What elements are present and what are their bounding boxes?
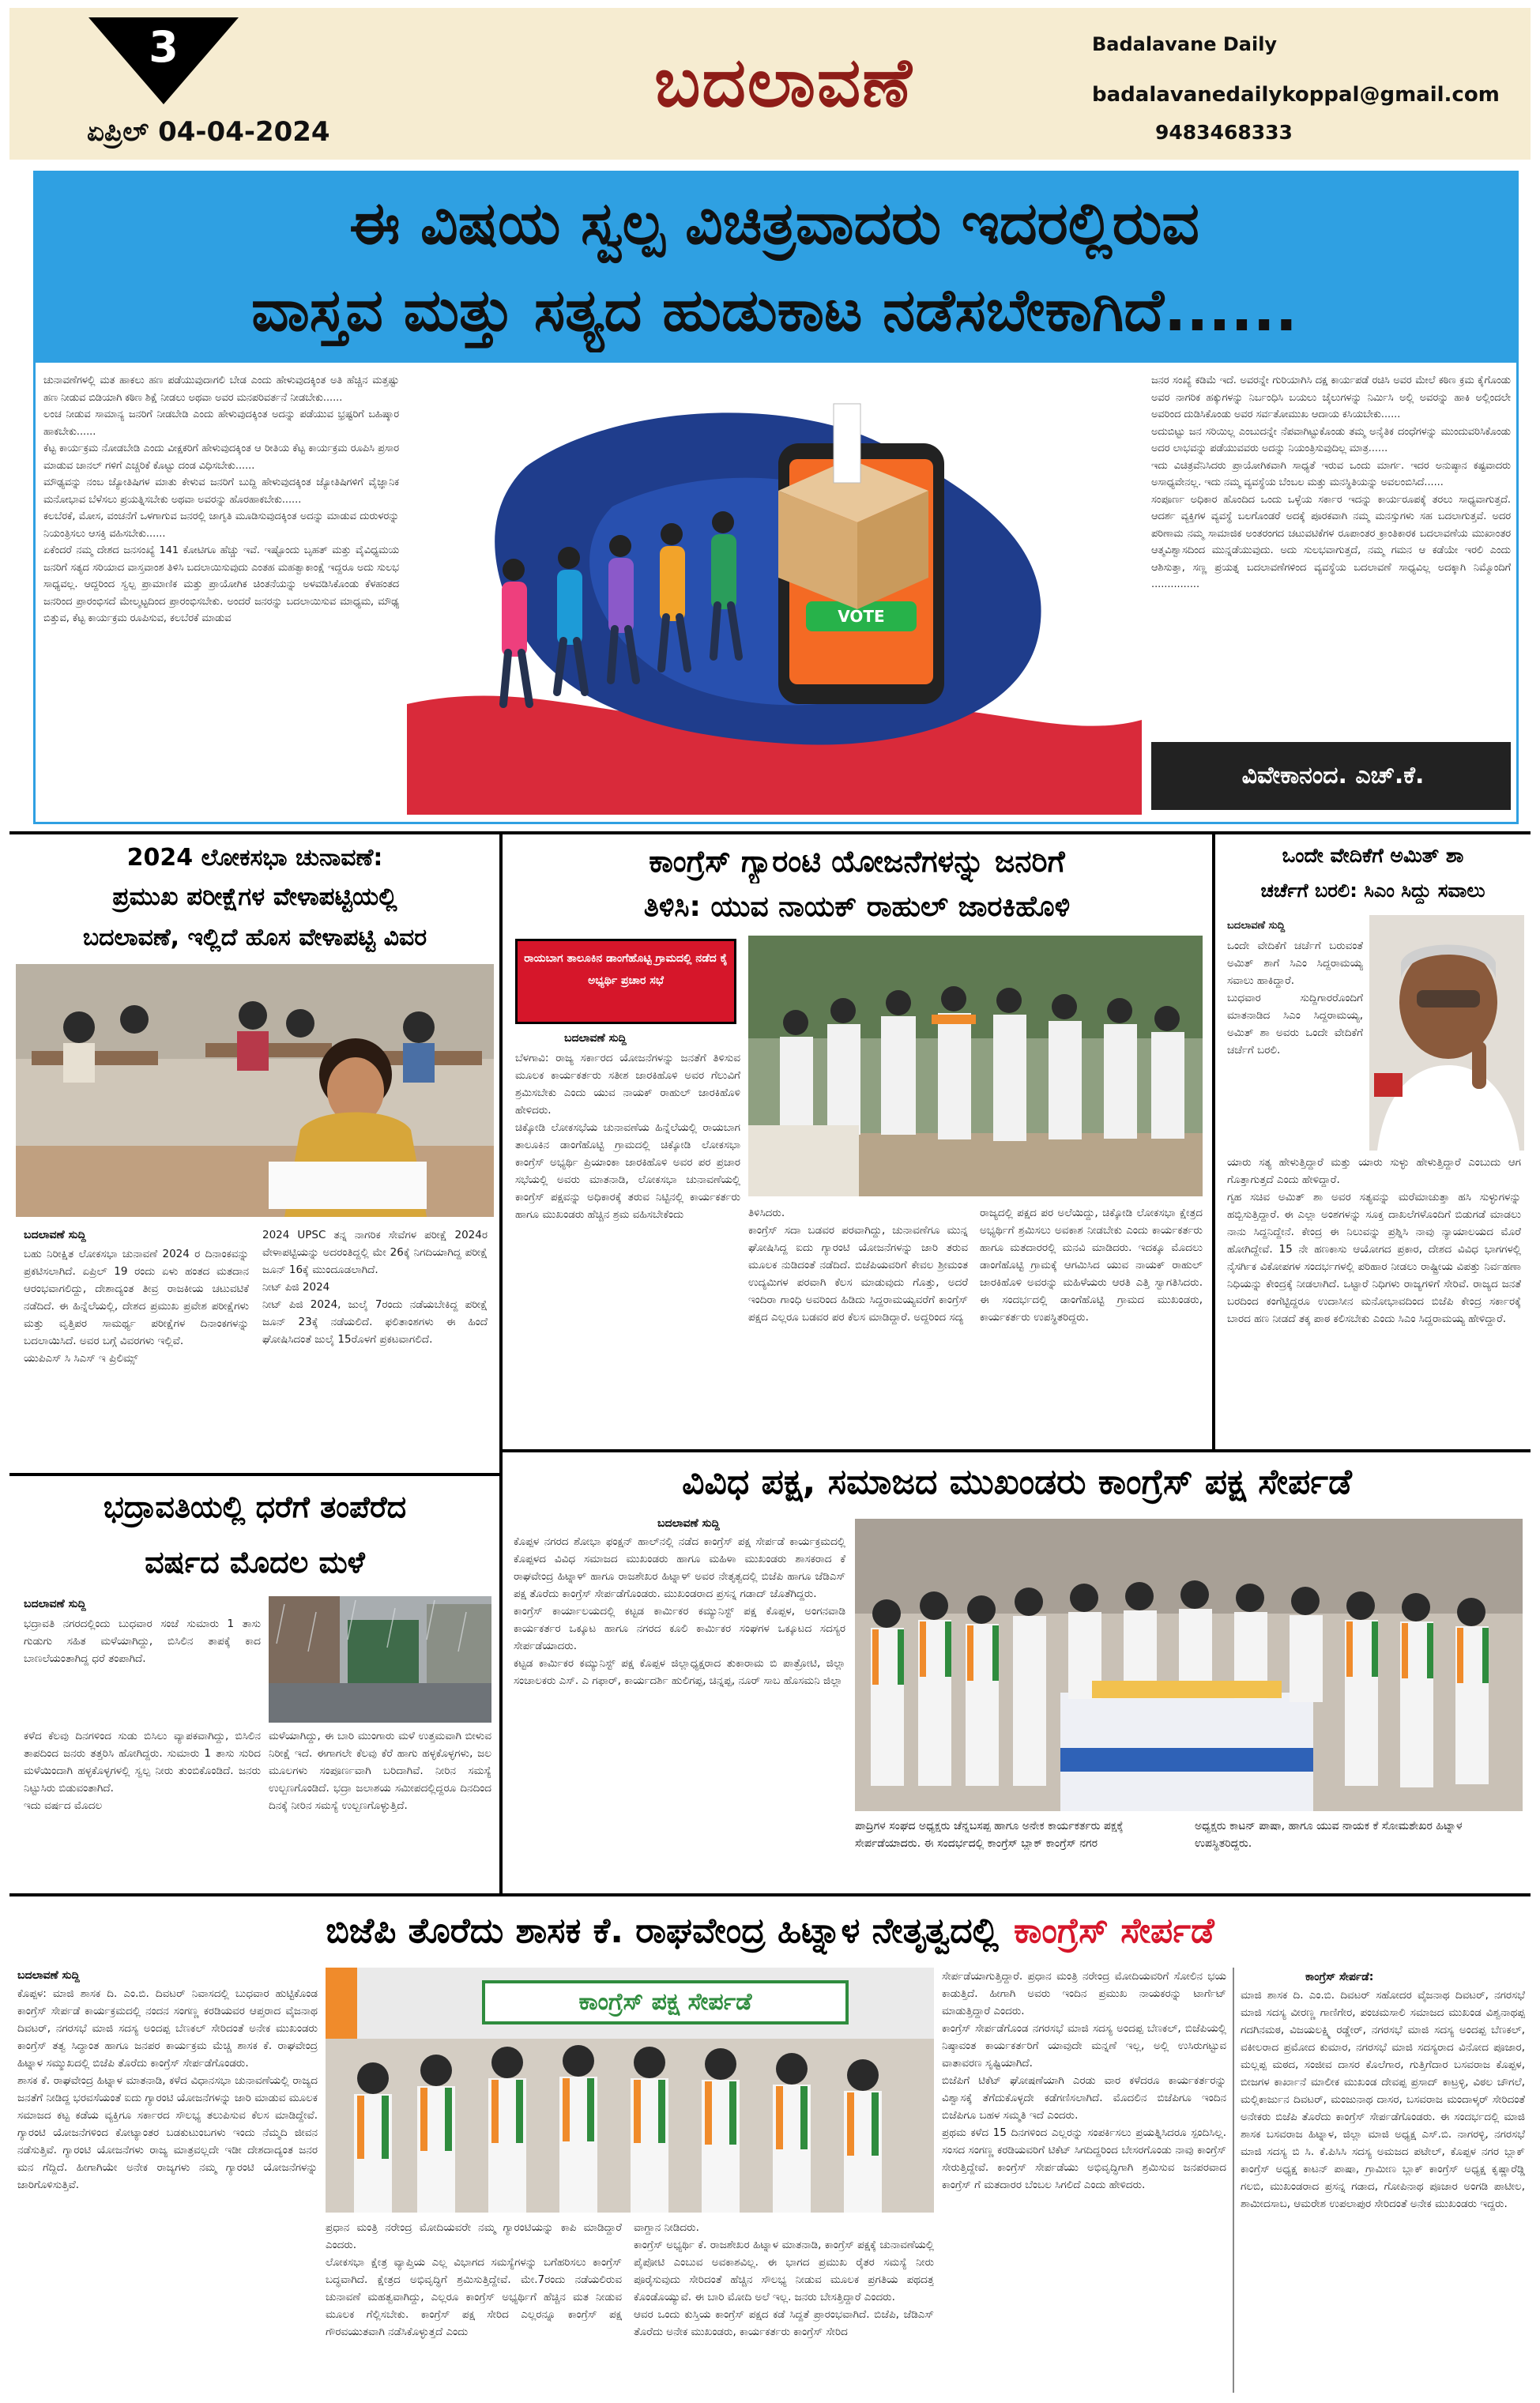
contact-phone: 9483468333 [1155,121,1293,144]
divider-col1-mid [9,1473,501,1476]
vote-illustration [407,372,1142,815]
exam-col1: ಬಹು ನಿರೀಕ್ಷಿತ ಲೋಕಸಭಾ ಚುನಾವಣೆ 2024 ರ ದಿನಾಂಕವನ್ನು ಪ್ರಕಟಿಸಲಾಗಿದೆ. ಏಪ್ರಿಲ್ 19 ರಂದು ಏಳು ಹಂತದ ಮತದಾನ ಆರಂಭವಾಗಲಿದ್ದು, ದೇಶಾದ್ಯಂತ ತೀವ್ರ ರಾಜಕೀಯ ಚಟುವಟಿಕೆ ನಡೆದಿದೆ. ಈ ಹಿನ್ನೆಲೆಯಲ್ಲಿ, ದೇಶದ ಪ್ರಮುಖ ಪ್ರವೇಶ ಪರೀಕ್ಷೆಗಳು ಮತ್ತು ವೃತ್ತಿಪರ ಸಾಮರ್ಥ್ಯ ಪರೀಕ್ಷೆಗಳ ದಿನಾಂಕಗಳನ್ನು ಬದಲಾಯಿಸಿದೆ. ಅವರ ಬಗ್ಗೆ ವಿವರಗಳು ಇಲ್ಲಿವೆ. ಯುಪಿಎಸ್ ಸಿ ಸಿಎಸ್ ಇ ಪ್ರಿಲಿಮ್ಸ್ [24,1248,249,1365]
join-text: ಕೊಪ್ಪಳ ನಗರದ ಶೋಭಾ ಫಂಕ್ಷನ್ ಹಾಲ್‌ನಲ್ಲಿ ನಡೆದ ಕಾಂಗ್ರೆಸ್ ಪಕ್ಷ ಸೇರ್ಪಡೆ ಕಾರ್ಯಕ್ರಮದಲ್ಲಿ ಕೊಪ್ಪಳದ ವಿವಿಧ ಸಮಾಜದ ಮುಖಂಡರು ಹಾಗೂ ಮಹಿಳಾ ಮುಖಂಡರು ಶಾಸಕರಾದ ಕೆ ರಾಘವೇಂದ್ರ ಹಿಟ್ನಾಳ್ ಹಾಗೂ ರಾಜಶೇಖರ ಹಿಟ್ನಾಳ್ ಅವರ ನೇತೃತ್ವದಲ್ಲಿ ಬಿಜೆಪಿ ಹಾಗೂ ಜೆಡಿಎಸ್ ಪಕ್ಷ ತೊರೆದು ಕಾಂಗ್ರೆಸ್ ಸೇರ್ಪಡೆಗೊಂಡರು. ಮುಖಂಡರಾದ ಪ್ರಸನ್ನ ಗಡಾದ್ ಜೊತೆಗಿದ್ದರು. ಕಾಂಗ್ರೆಸ್ ಕಾರ್ಯಾಲಯದಲ್ಲಿ ಕಟ್ಟಡ ಕಾರ್ಮಿಕರ ಕಮ್ಯುನಿಸ್ಟ್ ಪಕ್ಷ ಕೊಪ್ಪಳ, ಅಂಗನವಾಡಿ ಕಾರ್ಯಕರ್ತರ ಒಕ್ಕೂಟ ಹಾಗೂ ನಗರದ ಕೂಲಿ ಕಾರ್ಮಿಕರ ಸಂಘಗಳ ಒಕ್ಕೂಟದ ಸದಸ್ಯರ ಸೇರ್ಪಡೆಯಾದರು. ಕಟ್ಟಡ ಕಾರ್ಮಿಕರ ಕಮ್ಯುನಿಸ್ಟ್ ಪಕ್ಷ ಕೊಪ್ಪಳ ಜಿಲ್ಲಾಧ್ಯಕ್ಷರಾದ ತುಕಾರಾಮ ಬಿ ಪಾತ್ರೋಟಿ, ಜಿಲ್ಲಾ ಸಂಚಾಲಕರು ಎಸ್. ಎ ಗಫಾರ್, ಕಾರ್ಯದರ್ಶಿ ಹುಲಿಗಪ್ಪ, ಚಿನ್ನಪ್ಪ, ನೂರ್ ಸಾಬ ಹೊಸಮನಿ ಜಿಲ್ಲಾ [514,1535,845,1687]
lead-author-bar [1151,742,1511,810]
vote-button-label: VOTE [838,607,885,626]
bjp-col4: ಸೇರ್ಪಡೆಯಾಗುತ್ತಿದ್ದಾರೆ. ಪ್ರಧಾನ ಮಂತ್ರಿ ನರೇಂದ್ರ ಮೋದಿಯವರಿಗೆ ಸೋಲಿನ ಭಯ ಕಾಡುತ್ತಿದೆ. ಹೀಗಾಗಿ ಅವರು ಇಂದಿನ ಪ್ರಮುಖ ನಾಯಕರನ್ನು ಟಾರ್ಗೆಟ್ ಮಾಡುತ್ತಿದ್ದಾರೆ ಎಂದರು. ಕಾಂಗ್ರೆಸ್ ಸೇರ್ಪಡೆಗೊಂಡ ನಗರಸಭೆ ಮಾಜಿ ಸದಸ್ಯ ಅಂದಪ್ಪ ಬೆಣಕಲ್, ಬಿಜೆಪಿಯಲ್ಲಿ ನಿಷ್ಠಾವಂತ ಕಾರ್ಯಕರ್ತರಿಗೆ ಯಾವುದೇ ಮನ್ನಣೆ ಇಲ್ಲ, ಅಲ್ಲಿ ಉಸಿರುಗಟ್ಟುವ ವಾತಾವರಣ ಸೃಷ್ಟಿಯಾಗಿದೆ. ಬಿಜೆಪಿಗೆ ಟಿಕೆಟ್ ಘೋಷಣೆಯಾಗಿ ಎರಡು ವಾರ ಕಳೆದರೂ ಕಾರ್ಯಕರ್ತರನ್ನು ವಿಶ್ವಾಸಕ್ಕೆ ತೆಗೆದುಕೊಳ್ಳದೇ ಕಡೆಗಣಿಸಲಾಗಿದೆ. ಮೊದಲಿನ ಬಿಜೆಪಿಗೂ ಇಂದಿನ ಬಿಜೆಪಿಗೂ ಬಹಳ ಸಮ್ಮತಿ ಇದೆ ಎಂದರು. ಪ್ರಥಮ ಕಳೆದ 15 ದಿನಗಳಿಂದ ಎಲ್ಲರನ್ನು ಸಂಪರ್ಕಿಸಲು ಪ್ರಯತ್ನಿಸಿದರೂ ಸ್ಪಂದಿಸಿಲ್ಲ. ಸಂಸದ ಸಂಗಣ್ಣ ಕರಡಿಯವರಿಗೆ ಟಿಕೆಟ್ ಸಿಗದಿದ್ದರಿಂದ ಬೇಸರಗೊಂಡು ನಾವು ಕಾಂಗ್ರೆಸ್ ಸೇರುತ್ತಿದ್ದೇವೆ. ಕಾಂಗ್ರೆಸ್ ಸೇರ್ಪಡೆಯು ಅಭಿವೃದ್ಧಿಗಾಗಿ ಶ್ರಮಿಸುವ ಜನಪರವಾದ ಕಾಂಗ್ರೆಸ್ ಗೆ ಮತದಾರರ ಬೆಂಬಲ ಸಿಗಲಿದೆ ಎಂದು ಹೇಳಿದರು. [942,1970,1226,2191]
bjp-headline-black: ಬಿಜೆಪಿ ತೊರೆದು ಶಾಸಕ ಕೆ. ರಾಘವೇಂದ್ರ ಹಿಟ್ನಾಳ ನೇತೃತ್ವದಲ್ಲಿ [326,1911,999,1951]
guarantee-photo [748,936,1203,1196]
rain-headline-line1: ಭದ್ರಾವತಿಯಲ್ಲಿ ಧರೆಗೆ ತಂಪೆರೆದ [103,1490,407,1524]
bjp-col-divider [1233,1968,1234,2393]
guarantee-col2: ತಿಳಿಸಿದರು. ಕಾಂಗ್ರೆಸ್ ಸದಾ ಬಡವರ ಪರವಾಗಿದ್ದು, ಚುನಾವಣೆಗೂ ಮುನ್ನ ಘೋಷಿಸಿದ್ದ ಐದು ಗ್ಯಾರಂಟಿ ಯೋಜನೆಗಳನ್ನು ಜಾರಿ ತರುವ ಮೂಲಕ ನುಡಿದಂತೆ ನಡೆದಿದೆ. ಬಿಜೆಪಿಯವರಿಗೆ ಕೇವಲ ಶ್ರೀಮಂತ ಉದ್ಯಮಿಗಳ ಪರವಾಗಿ ಕೆಲಸ ಮಾಡುವುದು ಗೊತ್ತು, ಅದರೆ ಇಂದಿರಾ ಗಾಂಧಿ ಅವರಿಂದ ಹಿಡಿದು ಸಿದ್ದರಾಮಯ್ಯವರೆಗೆ ಕಾಂಗ್ರೆಸ್ ಪಕ್ಷದ ಎಲ್ಲರೂ ಬಡವರ ಪರ ಕೆಲಸ ಮಾಡಿದ್ದಾರೆ. ಅದ್ದರಿಂದ ಸದ್ಯ [748,1207,968,1324]
rain-street-photo [269,1596,491,1723]
divider-col1 [499,834,503,1893]
guarantee-story [507,839,1207,1444]
bjp-story [9,1898,1531,2396]
exam-col2: 2024 UPSC ತನ್ನ ನಾಗರಿಕ ಸೇವೆಗಳ ಪರೀಕ್ಷೆ 2024ರ ವೇಳಾಪಟ್ಟಿಯನ್ನು ಅದರಂತಿದ್ದಲ್ಲಿ ಮೇ 26ಕ್ಕೆ ನಿಗದಿಯಾಗಿದ್ದ ಪರೀಕ್ಷೆ ಜೂನ್ 16ಕ್ಕೆ ಮುಂದೂಡಲಾಗಿದೆ. ನೀಟ್ ಪಿಜಿ 2024 ನೀಟ್ ಪಿಜಿ 2024, ಜುಲೈ 7ರಂದು ನಡೆಯಬೇಕಿದ್ದ ಪರೀಕ್ಷೆ ಜೂನ್ 23ಕ್ಕೆ ನಡೆಯಲಿದೆ. ಫಲಿತಾಂಶಗಳು ಈ ಹಿಂದೆ ಘೋಷಿಸಿದಂತೆ ಜುಲೈ 15ರೊಳಗೆ ಪ್ರಕಟವಾಗಲಿದೆ. [262,1229,488,1346]
lead-right-text: ಜನರ ಸಂಖ್ಯೆ ಕಡಿಮೆ ಇದೆ. ಅವರನ್ನೇ ಗುರಿಯಾಗಿಸಿ ದಕ್ಷ ಕಾರ್ಯಪಡೆ ರಚಿಸಿ ಅವರ ಮೇಲೆ ಕಠಿಣ ಕ್ರಮ ಕೈಗೊಂಡು ಅವರ ನಾಗರಿಕ ಹಕ್ಕುಗಳನ್ನು ನಿರ್ಬಂಧಿಸಿ ಬಯಲು ಜೈಲುಗಳನ್ನು ನಿರ್ಮಿಸಿ ಅಲ್ಲಿ ಅವರನ್ನು ಹಾಕಿ ಅಲ್ಲಿಂದಲೇ ಅವರಿಂದ ದುಡಿಸಿಕೊಂಡು ಅವರ ಸರ್ವತೋಮುಖ ಆದಾಯ ಕಸಿಯಬೇಕು...... ಅದುಬಿಟ್ಟು ಜನ ಸರಿಯಿಲ್ಲ ಎಂಬುದನ್ನೇ ನೆಪವಾಗಿಟ್ಟುಕೊಂಡು ತಮ್ಮ ಅನೈತಿಕ ದಂಧೆಗಳನ್ನು ಮುಂದುವರಿಸಿಕೊಂಡು ಅದರ ಲಾಭವನ್ನು ಪಡೆಯುವವರು ಅದನ್ನು ನಿಯಂತ್ರಿಸುವುದಿಲ್ಲ ಮಾತ್ರ...... ಇದು ವಿಚಿತ್ರವೆನಿಸಿದರು ಪ್ರಾಯೋಗಿಕವಾಗಿ ಸಾಧ್ಯತೆ ಇರುವ ಒಂದು ಮಾರ್ಗ. ಇದರ ಅನುಷ್ಠಾನ ಕಷ್ಟವಾದರು ಅಸಾಧ್ಯವೇನಲ್ಲ. ಇದು ನಮ್ಮ ವ್ಯವಸ್ಥೆಯ ಬೆಂಬಲ ಮತ್ತು ಮನಸ್ಥಿತಿಯನ್ನು ಅವಲಂಬಿಸಿದೆ...... ಸಂಪೂರ್ಣ ಅಧಿಕಾರ ಹೊಂದಿದ ಒಂದು ಒಳ್ಳೆಯ ಸರ್ಕಾರ ಇದನ್ನು ಕಾರ್ಯರೂಪಕ್ಕೆ ತರಲು ಸಾಧ್ಯವಾಗುತ್ತದೆ. ಆದರ್ಶ ವ್ಯಕ್ತಿಗಳ ವ್ಯವಸ್ಥೆ ಬಲಗೊಂಡರೆ ಅದಕ್ಕೆ ಪೂರಕವಾಗಿ ನಮ್ಮ ಮನಸ್ಸುಗಳು ಸಹ ಬದಲಾಗುತ್ತವೆ. ಅದರ ಪರಿಣಾಮ ನಮ್ಮ ಸಾಮಾಜಿಕ ಅಂತರಂಗದ ಚಟುವಟಿಕೆಗಳ ರೂಪಾಂತರ ಕ್ರಾಂತಿಕಾರಕ ಬದಲಾವಣೆಯ ಮುಖಾಂತರ ಆತ್ಮವಿಶ್ವಾಸದಿಂದ ಮುನ್ನಡೆಯುವುದು. ಅದು ಸುಲಭವಾಗುತ್ತದೆ, ನಮ್ಮ ಗಮನ ಆ ಕಡೆಯೇ ಇರಲಿ ಎಂದು ಆಶಿಸುತ್ತಾ, ಸಣ್ಣ ಪ್ರಯತ್ನ ಬದಲಾವಣೆಗಳಿಂದ ವ್ಯವಸ್ಥೆಯ ಬದಲಾವಣೆ ಸಾಧ್ಯವಿಲ್ಲ ಅದಕ್ಕಾಗಿ ನಿಮ್ಮೊಂದಿಗೆ ............... [1151,375,1511,590]
bjp-col3: ವಾಗ್ದಾನ ನೀಡಿದರು. ಕಾಂಗ್ರೆಸ್ ಅಭ್ಯರ್ಥಿ ಕೆ. ರಾಜಶೇಖರ ಹಿಟ್ನಾಳ ಮಾತನಾಡಿ, ಕಾಂಗ್ರೆಸ್ ಪಕ್ಷಕ್ಕೆ ಚುನಾವಣೆಯಲ್ಲಿ ಪೈಪೋಟಿ ಎಂಬುವ ಅವಕಾಶವಿಲ್ಲ. ಈ ಭಾಗದ ಪ್ರಮುಖ ರೈತರ ಸಮಸ್ಯೆ ನೀರು ಪೂರೈಸುವುದು ಸೇರಿದಂತೆ ಹೆಚ್ಚಿನ ಸೌಲಭ್ಯ ನೀಡುವ ಮೂಲಕ ಪ್ರಗತಿಯ ಪಥದತ್ತ ಕೊಂಡೊಯ್ಯುವೆ. ಈ ಬಾರಿ ಮೋದಿ ಅಲೆ ಇಲ್ಲ. ಜನರು ಬೇಸತ್ತಿದ್ದಾರೆ ಎಂದರು. ಆವರ ಒಂದು ಕುಸ್ತಿಯ ಕಾಂಗ್ರೆಸ್ ಪಕ್ಷದ ಕಡೆ ಸಿದ್ದತೆ ಪ್ರಾರಂಭವಾಗಿದೆ. ಬಿಜೆಪಿ, ಜೆಡಿಎಸ್ ತೊರೆದು ಅನೇಕ ಮುಖಂಡರು, ಕಾರ್ಯಕರ್ತರು ಕಾಂಗ್ರೆಸ್ ಸೇರಿದ [634,2221,934,2338]
exam-story [16,839,494,1467]
bjp-col5: ಮಾಜಿ ಶಾಸಕ ದಿ. ಎಂ.ಬಿ. ದಿವಟರ್ ಸಹೋದರ ವೈಜನಾಥ ದಿವಟರ್, ನಗರಸಭೆ ಮಾಜಿ ಸದಸ್ಯ ವೀರಣ್ಣ ಗಾಣಿಗೇರ, ಪಂಚಮಸಾಲಿ ಸಮಾಜದ ಮುಖಂಡ ವಿಶ್ವನಾಥಪ್ಪ ಗದಗಿನಮಠ, ವಿಜಯಲಕ್ಷ್ಮಿ ರಡ್ಡೇರ್, ನಗರಸಭೆ ಮಾಜಿ ಸದಸ್ಯ ಅಂದಪ್ಪ ಬೆಣಕಲ್, ವಕೀಲರಾದ ಪ್ರಮೋದ ಕುಮಾರ, ನಗರಸಭೆ ಮಾಜಿ ಸದಸ್ಯರಾದ ವಿನೋದ ಪೂಜಾರ, ಮಲ್ಲಪ್ಪ ಮಠದ, ಸಂಜೀವ ದಾಸರ ಕೊಲೆಗಾರ, ಗುತ್ತಿಗೆದಾರ ಬಸವರಾಜ ಕೊಪ್ಪಳ, ಬೀಜಗಳ ಕಾರ್ಖಾನೆ ಮಾಲೀಕ ಮುಖಂಡ ದೇವಪ್ಪ ಪ್ರಸಾದ್ ಕಾಟ್ರಳ್ಳಿ, ವಿಠಲ ಚೌಗಲೆ, ಮಲ್ಲಿಕಾರ್ಜುನ ದಿವಟರ್, ಮಂಜುನಾಥ ದಾಸರ, ಬಸವರಾಜ ಮಂದಾಳ್ಕರ್ ಸೇರಿದಂತೆ ಅನೇಕರು ಬಿಜೆಪಿ ತೊರೆದು ಕಾಂಗ್ರೆಸ್ ಸೇರ್ಪಡೆಗೊಂಡರು. ಈ ಸಂದರ್ಭದಲ್ಲಿ ಮಾಜಿ ಶಾಸಕ ಬಸವರಾಜ ಹಿಟ್ನಾಳ, ಜಿಲ್ಲಾ ಮಾಜಿ ಅಧ್ಯಕ್ಷ ಎಸ್.ಬಿ. ನಾಗರಳ್ಳಿ, ನಗರಸಭೆ ಮಾಜಿ ಸದಸ್ಯ ಬಿ ಸಿ. ಕೆ.ಪಿಸಿಸಿ ಸದಸ್ಯ ಅಮಜದ ಪಟೇಲ್, ಕೊಪ್ಪಳ ನಗರ ಬ್ಲಾಕ್ ಕಾಂಗ್ರೆಸ್ ಅಧ್ಯಕ್ಷ ಕಾಟನ್ ಪಾಷಾ, ಗ್ರಾಮೀಣ ಬ್ಲಾಕ್ ಕಾಂಗ್ರೆಸ್ ಅಧ್ಯಕ್ಷ ಕೃಷ್ಣಾರೆಡ್ಡಿ ಗಲಬಿ, ಮುಖಂಡರಾದ ಪ್ರಸನ್ನ ಗಡಾದ, ಗೋಪಿನಾಥ ಪೂಜಾರ ಅಂಗಡಿ ಪಾಟೀಲ, ಶಾಮೀದಸಾಬ, ಆಮರೇಶ ಉಪಲಾಪುರ ಸೇರಿದಂತೆ ಅನೇಕ ಮುಖಂಡರು ಇದ್ದರು. [1241,1989,1525,2210]
lead-headline-line2: ವಾಸ್ತವ ಮತ್ತು ಸತ್ಯದ ಹುಡುಕಾಟ ನಡೆಸಬೇಕಾಗಿದೆ...... [251,277,1297,345]
guarantee-byline: ಬದಲಾವಣೆ ಸುದ್ದಿ [564,1032,627,1045]
page-number: 3 [149,22,179,72]
join-group-photo [855,1519,1523,1811]
exam-byline: ಬದಲಾವಣೆ ಸುದ್ದಿ [24,1229,86,1241]
bjp-byline: ಬದಲಾವಣೆ ಸುದ್ದಿ [17,1969,80,1982]
join-caption-right: ಅಧ್ಯಕ್ಷರು ಕಾಟನ್ ಪಾಷಾ, ಹಾಗೂ ಯುವ ನಾಯಕ ಕೆ ಸೋಮಶೇಖರ ಹಿಟ್ನಾಳ ಉಪಸ್ಥಿತರಿದ್ದರು. [1195,1820,1463,1850]
rain-story [16,1481,494,1888]
lead-author: ವಿವೇಕಾನಂದ. ಎಚ್.ಕೆ. [1241,762,1425,789]
bjp-col2: ಪ್ರಧಾನ ಮಂತ್ರಿ ನರೇಂದ್ರ ಮೋದಿಯವರೇ ನಮ್ಮ ಗ್ಯಾರಂಟಿಯನ್ನು ಕಾಪಿ ಮಾಡಿದ್ದಾರೆ ಎಂದರು. ಲೋಕಸಭಾ ಕ್ಷೇತ್ರ ವ್ಯಾಪ್ತಿಯ ಎಲ್ಲ ವಿಭಾಗದ ಸಮಸ್ಯೆಗಳನ್ನು ಬಗೆಹರಿಸಲು ಕಾಂಗ್ರೆಸ್ ಬದ್ಧವಾಗಿದೆ. ಕ್ಷೇತ್ರದ ಅಭಿವೃದ್ಧಿಗೆ ಶ್ರಮಿಸುತ್ತಿದ್ದೇವೆ. ಮೇ.7ರಂದು ನಡೆಯಲಿರುವ ಚುನಾವಣೆ ಮಹತ್ವವಾಗಿದ್ದು, ಎಲ್ಲರೂ ಕಾಂಗ್ರೆಸ್ ಅಭ್ಯರ್ಥಿಗೆ ಹೆಚ್ಚಿನ ಮತ ನೀಡುವ ಮೂಲಕ ಗೆಲ್ಲಿಸಬೇಕು. ಕಾಂಗ್ರೆಸ್ ಪಕ್ಷ ಸೇರಿದ ಎಲ್ಲರನ್ನೂ ಕಾಂಗ್ರೆಸ್ ಪಕ್ಷ ಗೌರವಯುತವಾಗಿ ನಡೆಸಿಕೊಳ್ಳುತ್ತದೆ ಎಂದು [326,2221,622,2338]
rain-headline-line2: ವರ್ಷದ ಮೊದಲ ಮಳೆ [145,1545,365,1580]
bjp-col5-title: ಕಾಂಗ್ರೆಸ್ ಸೇರ್ಪಡೆ: [1305,1971,1374,1983]
newspaper-title: ಬದಲಾವಣೆ [654,43,913,122]
rain-byline: ಬದಲಾವಣೆ ಸುದ್ದಿ [24,1598,86,1610]
amit-story [1221,839,1525,1444]
rain-top-text: ಭದ್ರಾವತಿ ನಗರದಲ್ಲಿಂದು ಬುಧವಾರ ಸಂಜೆ ಸುಮಾರು 1 ತಾಸು ಗುಡುಗು ಸಹಿತ ಮಳೆಯಾಗಿದ್ದು, ಬಿಸಿಲಿನ ತಾಪಕ್ಕೆ ಕಾದ ಬಾಣಲೆಯಂತಾಗಿದ್ದ ಧರೆ ತಂಪಾಗಿದೆ. [24,1618,261,1665]
join-caption-left: ಪಾದ್ರಿಗಳ ಸಂಘದ ಅಧ್ಯಕ್ಷರು ಚೆನ್ನಬಸಪ್ಪ ಹಾಗೂ ಅನೇಕ ಕಾರ್ಯಕರ್ತರು ಪಕ್ಷಕ್ಕೆ ಸೇರ್ಪಡೆಯಾದರು. ಈ ಸಂದರ್ಭದಲ್ಲಿ ಕಾಂಗ್ರೆಸ್ ಬ್ಲಾಕ್ ಕಾಂಗ್ರೆಸ್ ನಗರ [855,1820,1124,1850]
exam-headline-line2: ಪ್ರಮುಖ ಪರೀಕ್ಷೆಗಳ ವೇಳಾಪಟ್ಟಿಯಲ್ಲಿ [112,883,397,911]
guarantee-red-box-text: ರಾಯಬಾಗ ತಾಲೂಕಿನ ಡಾಂಗೆಹೊಟ್ಟಿ ಗ್ರಾಮದಲ್ಲಿ ನಡೆದ ಕೈ ಅಭ್ಯರ್ಥಿ ಪ್ರಚಾರ ಸಭೆ [524,952,728,987]
rain-left-text: ಕಳೆದ ಕೆಲವು ದಿನಗಳಿಂದ ಸುಡು ಬಿಸಿಲು ವ್ಯಾಪಕವಾಗಿದ್ದು, ಬಿಸಿಲಿನ ತಾಪದಿಂದ ಜನರು ತತ್ತರಿಸಿ ಹೋಗಿದ್ದರು. ಸುಮಾರು 1 ತಾಸು ಸುರಿದ ಮಳೆಯಿಂದಾಗಿ ಹಳ್ಳಕೊಳ್ಳಗಳಲ್ಲಿ ಸ್ವಲ್ಪ ನೀರು ತುಂಬಿಕೊಂಡಿದೆ. ಜನರು ನಿಟ್ಟುಸಿರು ಬಿಡುವಂತಾಗಿದೆ. ಇದು ವರ್ಷದ ಮೊದಲ [24,1730,261,1812]
join-headline: ವಿವಿಧ ಪಕ್ಷ, ಸಮಾಜದ ಮುಖಂಡರು ಕಾಂಗ್ರೆಸ್ ಪಕ್ಷ ಸೇರ್ಪಡೆ [682,1462,1352,1502]
bjp-headline-red: ಕಾಂಗ್ರೆಸ್ ಸೇರ್ಪಡೆ [1014,1911,1214,1951]
bjp-headline [9,1901,1531,1961]
amit-headline-line1: ಒಂದೇ ವೇದಿಕೆಗೆ ಅಮಿತ್ ಶಾ [1282,844,1464,867]
issue-date: ಏಪ್ರಿಲ್ 04-04-2024 [87,116,330,148]
amit-byline: ಬದಲಾವಣೆ ಸುದ್ದಿ [1227,920,1286,932]
guarantee-col3: ರಾಜ್ಯದಲ್ಲಿ ಪಕ್ಷದ ಪರ ಅಲೆಯಿದ್ದು, ಚಿಕ್ಕೋಡಿ ಲೋಕಸಭಾ ಕ್ಷೇತ್ರದ ಅಭ್ಯರ್ಥಿಗೆ ಶ್ರಮಿಸಲು ಅವಕಾಶ ನೀಡಬೇಕು ಎಂದು ಕಾರ್ಯಕರ್ತರು ಹಾಗೂ ಮತದಾರರಲ್ಲಿ ಮನವಿ ಮಾಡಿದರು. ಇದಕ್ಕೂ ಮೊದಲು ಡಾಂಗೆಹೊಟ್ಟಿ ಗ್ರಾಮಕ್ಕೆ ಆಗಮಿಸಿದ ಯುವ ನಾಯಕ್ ರಾಹುಲ್ ಜಾರಕಿಹೊಳಿ ಅವರನ್ನು ಮಹಿಳೆಯರು ಆರತಿ ಎತ್ತಿ ಸ್ವಾಗತಿಸಿದರು. ಈ ಸಂದರ್ಭದಲ್ಲಿ ಡಾಂಗೆಹೊಟ್ಟಿ ಗ್ರಾಮದ ಮುಖಂಡರು, ಕಾರ್ಯಕರ್ತರು ಉಪಸ್ಥಿತರಿದ್ದರು. [980,1207,1203,1324]
divider-row1-top [9,831,1531,834]
exam-headline-line1: 2024 ಲೋಕಸಭಾ ಚುನಾವಣೆ: [126,844,383,872]
rain-right-text: ಮಳೆಯಾಗಿದ್ದು, ಈ ಬಾರಿ ಮುಂಗಾರು ಮಳೆ ಉತ್ತಮವಾಗಿ ಬೀಳುವ ನಿರೀಕ್ಷೆ ಇದೆ. ಈಗಾಗಲೇ ಕೆಲವು ಕೆರೆ ಹಾಗು ಹಳ್ಳಕೊಳ್ಳಗಳು, ಜಲ ಮೂಲಗಳು ಸಂಪೂರ್ಣವಾಗಿ ಬರಿದಾಗಿವೆ. ನೀರಿನ ಸಮಸ್ಯೆ ಉಲ್ಬಣಗೊಂಡಿದೆ. ಭದ್ರಾ ಜಲಾಶಯ ಸಮೀಪದಲ್ಲಿದ್ದರೂ ದಿನದಿಂದ ದಿನಕ್ಕೆ ನೀರಿನ ಸಮಸ್ಯೆ ಉಲ್ಬಣಗೊಳ್ಳುತ್ತಿದೆ. [269,1730,491,1812]
lead-story [33,171,1519,824]
bjp-photo-banner-text: ಕಾಂಗ್ರೆಸ್ ಪಕ್ಷ ಸೇರ್ಪಡೆ [578,1988,752,2016]
bjp-col1: ಕೊಪ್ಪಳ: ಮಾಜಿ ಶಾಸಕ ದಿ. ಎಂ.ಬಿ. ದಿವಟರ್ ನಿವಾಸದಲ್ಲಿ ಬುಧವಾರ ಹುಟ್ಟಿಕೊಂಡ ಕಾಂಗ್ರೆಸ್ ಸೇರ್ಪಡೆ ಕಾರ್ಯಕ್ರಮದಲ್ಲಿ ನಂದನ ಸಂಗಣ್ಣ ಕರಡಿಯವರ ಆಪ್ತರಾದ ವೈಜನಾಥ ದಿವಟರ್, ನಗರಸಭೆ ಮಾಜಿ ಸದಸ್ಯ ಅಂದಪ್ಪ ಬೆಣಕಲ್ ಸೇರಿದಂತೆ ಅನೇಕ ಮುಖಂಡರು ಕಾಂಗ್ರೆಸ್ ತತ್ವ ಸಿದ್ಧಾಂತ ಹಾಗೂ ಜನಪರ ಕಾರ್ಯಕ್ರಮ ಮೆಚ್ಚಿ ಶಾಸಕ ಕೆ. ರಾಘವೇಂದ್ರ ಹಿಟ್ನಾಳ ಸಮ್ಮುಖದಲ್ಲಿ ಬಿಜೆಪಿ ತೊರೆದು ಕಾಂಗ್ರೆಸ್ ಸೇರ್ಪಡೆಗೊಂಡರು. ಶಾಸಕ ಕೆ. ರಾಘವೇಂದ್ರ ಹಿಟ್ನಾಳ ಮಾತನಾಡಿ, ಕಳೆದ ವಿಧಾನಸಭಾ ಚುನಾವಣೆಯಲ್ಲಿ ರಾಜ್ಯದ ಜನತೆಗೆ ನೀಡಿದ್ದ ಭರವಸೆಯಂತೆ ಐದು ಗ್ಯಾರಂಟಿ ಯೋಜನೆಗಳನ್ನು ಜಾರಿ ಮಾಡುವ ಮೂಲಕ ಸಮಾಜದ ಕಟ್ಟ ಕಡೆಯ ವ್ಯಕ್ತಿಗೂ ಸರ್ಕಾರದ ಸೌಲಭ್ಯ ತಲುಪಿಸುವ ಕೆಲಸ ಮಾಡಿದ್ದೇವೆ. ಗ್ಯಾರಂಟಿ ಯೋಜನೆಗಳಿಂದ ಕೋಟ್ಯಾಂತರ ಬಡಕುಟುಂಬಗಳು ಇಂದು ನೆಮ್ಮದಿ ಜೀವನ ನಡೆಸುತ್ತಿವೆ. ಗ್ಯಾರಂಟಿ ಯೋಜನೆಗಳು ರಾಜ್ಯ ಮಾತ್ರವಲ್ಲದೇ ಇಡೀ ದೇಶದಾದ್ಯಂತ ಜನರ ಮನ ಗೆದ್ದಿದೆ. ಹೀಗಾಗಿಯೇ ಅನೇಕ ರಾಜ್ಯಗಳು ನಮ್ಮ ಗ್ಯಾರಂಟಿ ಯೋಜನೆಗಳನ್ನು ಜಾರಿಗೊಳಿಸುತ್ತಿವೆ. [17,1987,318,2191]
lead-headline-band [36,173,1516,363]
amit-bottom-text: ಯಾರು ಸತ್ಯ ಹೇಳುತ್ತಿದ್ದಾರೆ ಮತ್ತು ಯಾರು ಸುಳ್ಳು ಹೇಳುತ್ತಿದ್ದಾರೆ ಎಂಬುದು ಆಗ ಗೊತ್ತಾಗುತ್ತದೆ ಎಂದು ಹೇಳಿದ್ದಾರೆ. ಗೃಹ ಸಚಿವ ಅಮಿತ್ ಶಾ ಅವರ ಸತ್ಯವನ್ನು ಮರೆಮಾಚುತ್ತಾ ಹಸಿ ಸುಳ್ಳುಗಳನ್ನು ಹಬ್ಬಿಸುತ್ತಿದ್ದಾರೆ. ಈ ಎಲ್ಲಾ ಅಂಶಗಳನ್ನು ಸೂಕ್ತ ದಾಖಲೆಗಳೊಂದಿಗೆ ಬಿಡುಗಡೆ ಮಾಡಲು ನಾನು ಸಿದ್ದನಿದ್ದೇನೆ. ಕೇಂದ್ರ ಈ ನಿಲುವನ್ನು ಪ್ರಶ್ನಿಸಿ ನಾವು ನ್ಯಾಯಾಲಯದ ಮೊರೆ ಹೋಗಿದ್ದೇವೆ. 15 ನೇ ಹಣಕಾಸು ಆಯೋಗದ ಪ್ರಕಾರ, ದೇಶದ ವಿವಿಧ ಭಾಗಗಳಲ್ಲಿ ನೈಸರ್ಗಿಕ ವಿಕೋಪಗಳ ಸಂದರ್ಭಗಳಲ್ಲಿ ಪರಿಹಾರ ನೀಡಲು ರಾಷ್ಟ್ರೀಯ ವಿಪತ್ತು ನಿರ್ವಹಣಾ ನಿಧಿಯನ್ನು ಕೇಂದ್ರಕ್ಕೆ ನೀಡಲಾಗಿದೆ. ಒಟ್ಟಾರೆ ನಿಧಿಗಳು ರಾಜ್ಯಗಳಿಗೆ ಸೇರಿವೆ. ರಾಜ್ಯದ ಜನತೆ ಬರದಿಂದ ಕಂಗೆಟ್ಟಿದ್ದರೂ ಉದಾಸೀನ ಮನೋಭಾವದಿಂದ ಬಿಜೆಪಿ ಕೇಂದ್ರ ಸರ್ಕಾರಕ್ಕೆ ಬಾರದ ಹಣ ನೀಡದೆ ತಕ್ಕ ಪಾಠ ಕಲಿಸಬೇಕು ಎಂದು ಸಿಎಂ ಸಿದ್ದರಾಮಯ್ಯ ಹೇಳಿದ್ದಾರೆ. [1227,1156,1521,1325]
amit-top-text: ಒಂದೇ ವೇದಿಕೆಗೆ ಚರ್ಚೆಗೆ ಬರುವಂತೆ ಅಮಿತ್ ಶಾಗೆ ಸಿಎಂ ಸಿದ್ದರಾಮಯ್ಯ ಸವಾಲು ಹಾಕಿದ್ದಾರೆ. ಬುಧವಾರ ಸುದ್ದಿಗಾರರೊಂದಿಗೆ ಮಾತನಾಡಿದ ಸಿಎಂ ಸಿದ್ದರಾಮಯ್ಯ, ಅಮಿತ್ ಶಾ ಅವರು ಒಂದೇ ವೇದಿಕೆಗೆ ಚರ್ಚೆಗೆ ಬರಲಿ. [1227,940,1363,1056]
exam-hall-photo [16,964,494,1217]
guarantee-headline-line2: ತಿಳಿಸಿ: ಯುವ ನಾಯಕ್ ರಾಹುಲ್ ಜಾರಕಿಹೊಳಿ [643,891,1071,923]
brand-name: Badalavane Daily [1092,33,1278,55]
divider-row3-top [9,1893,1531,1896]
guarantee-col1: ಬೆಳಗಾವಿ: ರಾಜ್ಯ ಸರ್ಕಾರದ ಯೋಜನೆಗಳನ್ನು ಜನತೆಗೆ ತಿಳಿಸುವ ಮೂಲಕ ಕಾರ್ಯಕರ್ತರು ಸತೀಶ ಜಾರಕಿಹೊಳಿ ಅವರ ಗೆಲುವಿಗೆ ಶ್ರಮಿಸಬೇಕು ಎಂದು ಯುವ ನಾಯಕ್ ರಾಹುಲ್ ಜಾರಕಿಹೊಳಿ ಹೇಳಿದರು. ಚಿಕ್ಕೋಡಿ ಲೋಕಸಭೆಯ ಚುನಾವಣೆಯ ಹಿನ್ನೆಲೆಯಲ್ಲಿ ರಾಯಬಾಗ ತಾಲೂಕಿನ ಡಾಂಗೆಹೊಟ್ಟಿ ಗ್ರಾಮದಲ್ಲಿ ಚಿಕ್ಕೋಡಿ ಲೋಕಸಭಾ ಕಾಂಗ್ರೆಸ್ ಅಭ್ಯರ್ಥಿ ಪ್ರಿಯಾಂಕಾ ಜಾರಕಿಹೊಳಿ ಅವರ ಪರ ಪ್ರಚಾರ ಸಭೆಯಲ್ಲಿ ಅವರು ಮಾತನಾಡಿ, ಲೋಕಸಭಾ ಚುನಾವಣೆಯಲ್ಲಿ ಕಾಂಗ್ರೆಸ್ ಪಕ್ಷವನ್ನು ಅಧಿಕಾರಕ್ಕೆ ತರುವ ನಿಟ್ಟಿನಲ್ಲಿ ಕಾರ್ಯಕರ್ತರು ಹಾಗೂ ಮುಖಂಡರು ಹೆಚ್ಚಿನ ಶ್ರಮ ವಹಿಸಬೇಕೆಂದು [515,1052,740,1221]
masthead [9,8,1531,160]
join-story [507,1456,1527,1889]
guarantee-headline-line1: ಕಾಂಗ್ರೆಸ್ ಗ್ಯಾರಂಟಿ ಯೋಜನೆಗಳನ್ನು ಜನರಿಗೆ [649,844,1065,879]
exam-headline-line3: ಬದಲಾವಣೆ, ಇಲ್ಲಿದೆ ಹೊಸ ವೇಳಾಪಟ್ಟಿ ವಿವರ [82,924,427,951]
contact-email: badalavanedailykoppal@gmail.com [1092,83,1500,107]
divider-right-mid [501,1449,1531,1452]
lead-headline-line1: ಈ ವಿಷಯ ಸ್ವಲ್ಪ ವಿಚಿತ್ರವಾದರು ಇದರಲ್ಲಿರುವ [349,190,1199,258]
bjp-group-photo [326,1968,934,2213]
divider-col3 [1212,834,1215,1451]
amit-headline-line2: ಚರ್ಚೆಗೆ ಬರಲಿ: ಸಿಎಂ ಸಿದ್ದು ಸವಾಲು [1260,879,1485,902]
join-byline: ಬದಲಾವಣೆ ಸುದ್ದಿ [657,1517,720,1530]
lead-left-text: ಚುನಾವಣೆಗಳಲ್ಲಿ ಮತ ಹಾಕಲು ಹಣ ಪಡೆಯುವುದಾಗಲಿ ಬೇಡ ಎಂದು ಹೇಳುವುದಕ್ಕಿಂತ ಅತಿ ಹೆಚ್ಚಿನ ಮತ್ತಷ್ಟು ಹಣ ನೀಡುವ ಬಿಡಿಯಾಗಿ ಕಠಿಣ ಶಿಕ್ಷೆ ನೀಡಲು ಅಥವಾ ಅವರ ಮನಪರಿವರ್ತನೆ ನೀಡಬೇಕು...... ಲಂಚ ನೀಡುವ ಸಾಮಾನ್ಯ ಜನರಿಗೆ ನೀಡಬೇಡಿ ಎಂದು ಹೇಳುವುದಕ್ಕಿಂತ ಅದನ್ನು ಪಡೆಯುವ ಭ್ರಷ್ಟರಿಗೆ ಬಹಿಷ್ಕಾರ ಹಾಕಬೇಕು...... ಕೆಟ್ಟ ಕಾರ್ಯಕ್ರಮ ನೋಡಬೇಡಿ ಎಂದು ವೀಕ್ಷಕರಿಗೆ ಹೇಳುವುದಕ್ಕಿಂತ ಆ ರೀತಿಯ ಕೆಟ್ಟ ಕಾರ್ಯಕ್ರಮ ರೂಪಿಸಿ ಪ್ರಸಾರ ಮಾಡುವ ಚಾನಲ್ ಗಳಿಗೆ ಎಚ್ಚರಿಕೆ ಕೊಟ್ಟು ದಂಡ ವಿಧಿಸಬೇಕು...... ಮೌಢ್ಯವನ್ನು ನಂಬ ಜ್ಯೋತಿಷಿಗಳ ಮಾತು ಕೇಳುವ ಜನರಿಗೆ ಬುದ್ದಿ ಹೇಳುವುದಕ್ಕಿಂತ ಜ್ಯೋತಿಷಿಗಳಿಗೆ ವೈಜ್ಞಾನಿಕ ಮನೋಭಾವ ಬೆಳೆಸಲು ಪ್ರಯತ್ನಿಸಬೇಕು ಅಥವಾ ಅವರನ್ನು ಹೊರಹಾಕಬೇಕು...... ಕಲಬೆರಕೆ, ಮೋಸ, ವಂಚನೆಗೆ ಒಳಗಾಗುವ ಜನರಲ್ಲಿ ಜಾಗೃತಿ ಮೂಡಿಸುವುದಕ್ಕಿಂತ ಅದನ್ನು ಮಾಡುವ ದುರುಳರನ್ನು ನಿಯಂತ್ರಿಸಲು ಆಸಕ್ತಿ ವಹಿಸಬೇಕು...... ಏಕೆಂದರೆ ನಮ್ಮ ದೇಶದ ಜನಸಂಖ್ಯೆ 141 ಕೋಟಿಗೂ ಹೆಚ್ಚು ಇವೆ. ಇಷ್ಟೊಂದು ಬೃಹತ್ ಮತ್ತು ವೈವಿಧ್ಯಮಯ ಜನರಿಗೆ ಸತ್ಯದ ಸರಿಯಾದ ವಾಸ್ತವಾಂಶ ತಿಳಿಸಿ ಬದಲಾಯಿಸುವುದು ಎಂತಹ ಮಹತ್ವಾಕಾಂಕ್ಷೆ ಇದ್ದರೂ ಅದು ಸುಲಭ ಸಾಧ್ಯವಲ್ಲ. ಆದ್ದರಿಂದ ಸ್ವಲ್ಪ ಪ್ರಾಮಾಣಿಕ ಮತ್ತು ಪ್ರಾಯೋಗಿಕ ಚಿಂತನೆಯನ್ನು ಅಳವಡಿಸಿಕೊಂಡು ಕೆಳಹಂತದ ಜನರಿಂದ ಪ್ರಾರಂಭಿಸದೆ ಮೇಲ್ಮಟ್ಟದಿಂದ ಪ್ರಾರಂಭಿಸಬೇಕು. ಅಂದರೆ ಜನರನ್ನು ಬದಲಾಯಿಸುವ ಮಾಧ್ಯಮ, ಮೌಢ್ಯ ಬಿತ್ತುವ, ಕೆಟ್ಟ ಕಾರ್ಯಕ್ರಮ ರೂಪಿಸುವ, ಕಲಬೆರಕೆ ಮಾಡುವ [43,375,399,624]
siddaramaiah-photo [1369,915,1524,1151]
guarantee-red-box [515,939,736,1024]
